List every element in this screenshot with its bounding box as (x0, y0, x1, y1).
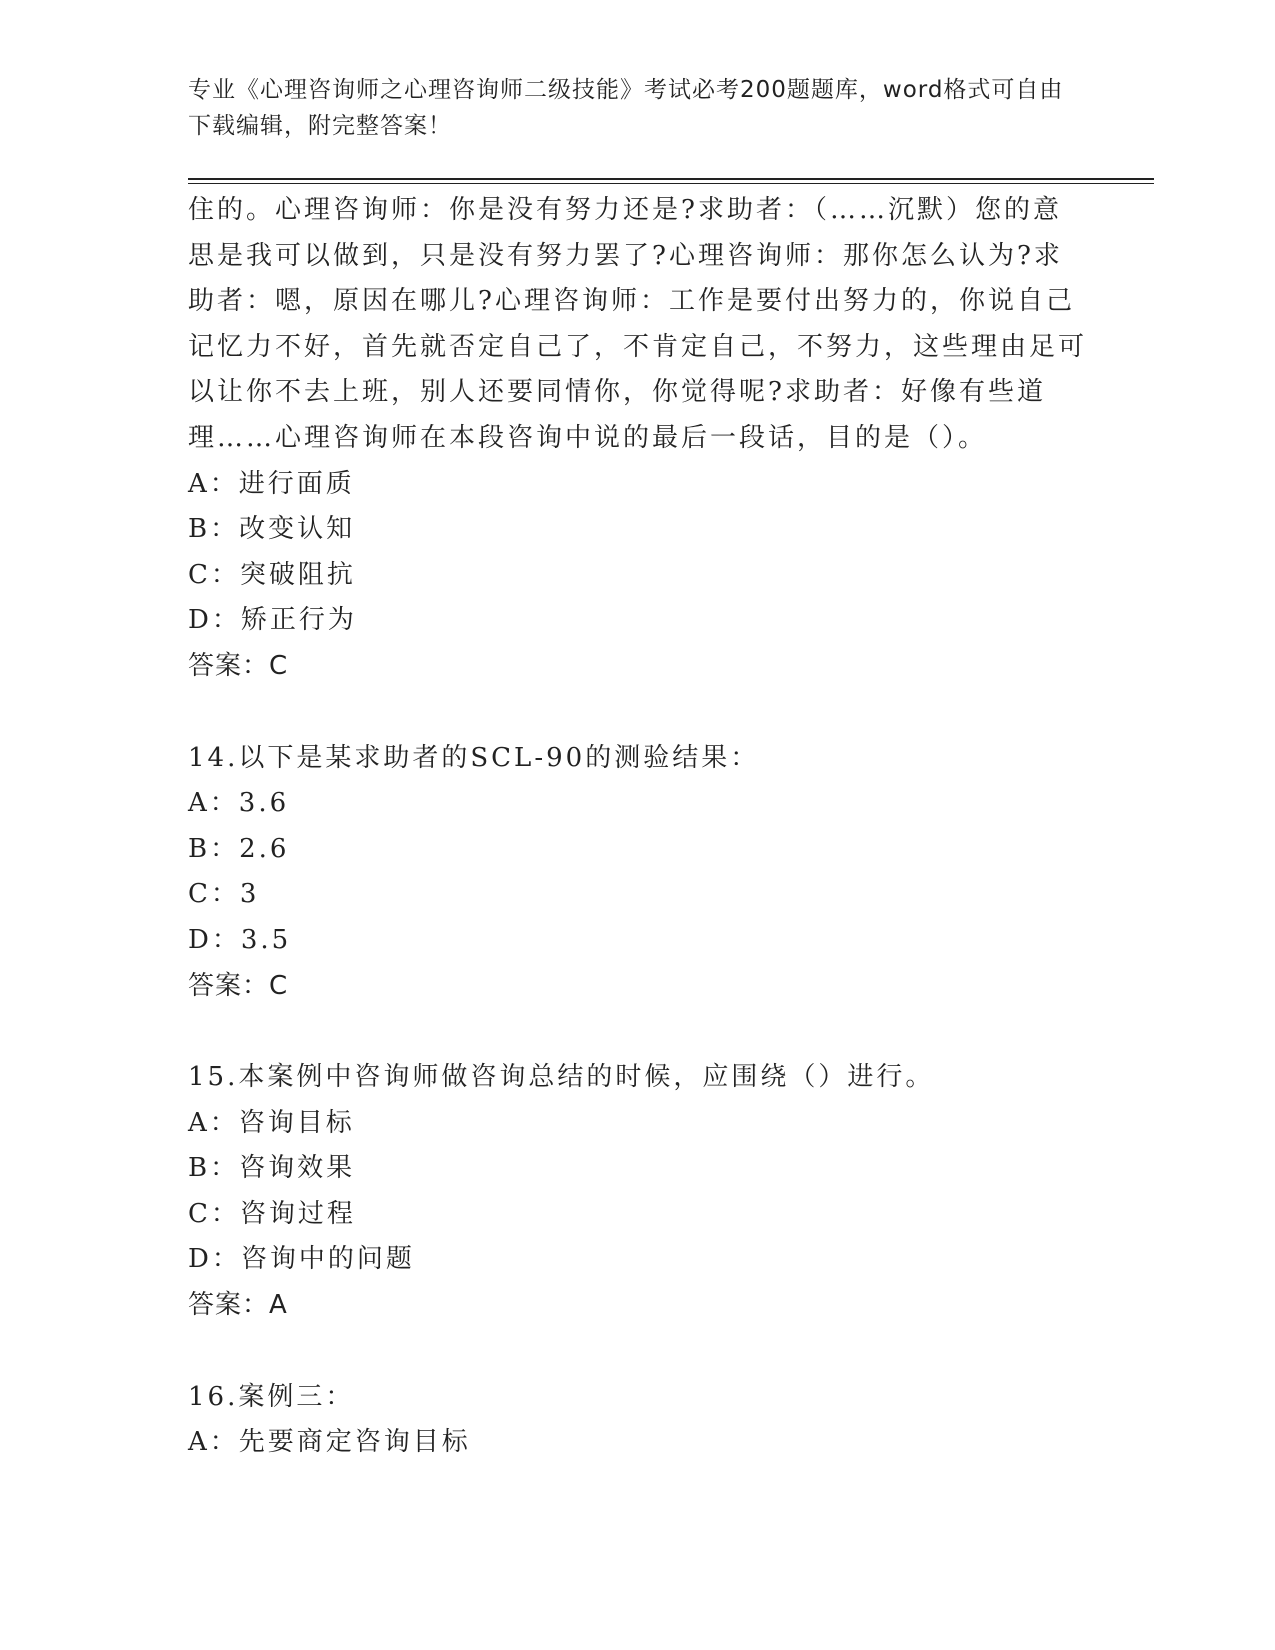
question-15-answer: 答案：A (188, 1290, 288, 1321)
question-14-answer: 答案：C (188, 970, 289, 1001)
question-14-option-c: C：3 (188, 879, 260, 910)
question-16-option-a: A：先要商定咨询目标 (188, 1427, 471, 1458)
question-16-stem: 16.案例三： (188, 1381, 355, 1412)
question-14-option-b: B：2.6 (188, 833, 290, 864)
question-13-option-d: D：矫正行为 (188, 605, 357, 636)
question-15-option-c: C：咨询过程 (188, 1198, 356, 1229)
question-15-option-b: B：咨询效果 (188, 1153, 356, 1184)
question-13-option-c: C：突破阻抗 (188, 559, 356, 590)
question-14-stem: 14.以下是某求助者的SCL-90的测验结果： (188, 742, 760, 773)
spacer (188, 690, 1088, 736)
spacer (188, 1329, 1088, 1375)
question-13-option-a: A：进行面质 (188, 468, 355, 499)
header-rule-thin (188, 183, 1154, 184)
question-13-option-b: B：改变认知 (188, 514, 356, 545)
question-15-option-a: A：咨询目标 (188, 1107, 355, 1138)
spacer (188, 1009, 1088, 1055)
document-body (188, 188, 1088, 1466)
question-14-option-a: A：3.6 (188, 788, 290, 819)
question-13-answer: 答案：C (188, 650, 289, 681)
page-header: 专业《心理咨询师之心理咨询师二级技能》考试必考200题题库，word格式可自由下载编辑，附完整答案！ (188, 77, 1064, 139)
question-15-option-d: D：咨询中的问题 (188, 1244, 415, 1275)
header-rule-thick (188, 178, 1154, 180)
question-13-passage: 住的。心理咨询师：你是没有努力还是?求助者：（……沉默）您的意思是我可以做到，只是没有努力罢了?心理咨询师：那你怎么认为?求助者：嗯，原因在哪儿?心理咨询师：工作是要付出努力的，你说自己记忆力不好，首先就否定自己了，不肯定自己，不努力，这些理由足可以让你不去上班，别人还要同情你，你觉得呢?求助者：好像有些道理……心理咨询师在本段咨询中说的最后一段话，目的是（）。 (188, 195, 1088, 453)
question-15-stem: 15.本案例中咨询师做咨询总结的时候，应围绕（）进行。 (188, 1062, 935, 1093)
question-14-option-d: D：3.5 (188, 924, 292, 955)
